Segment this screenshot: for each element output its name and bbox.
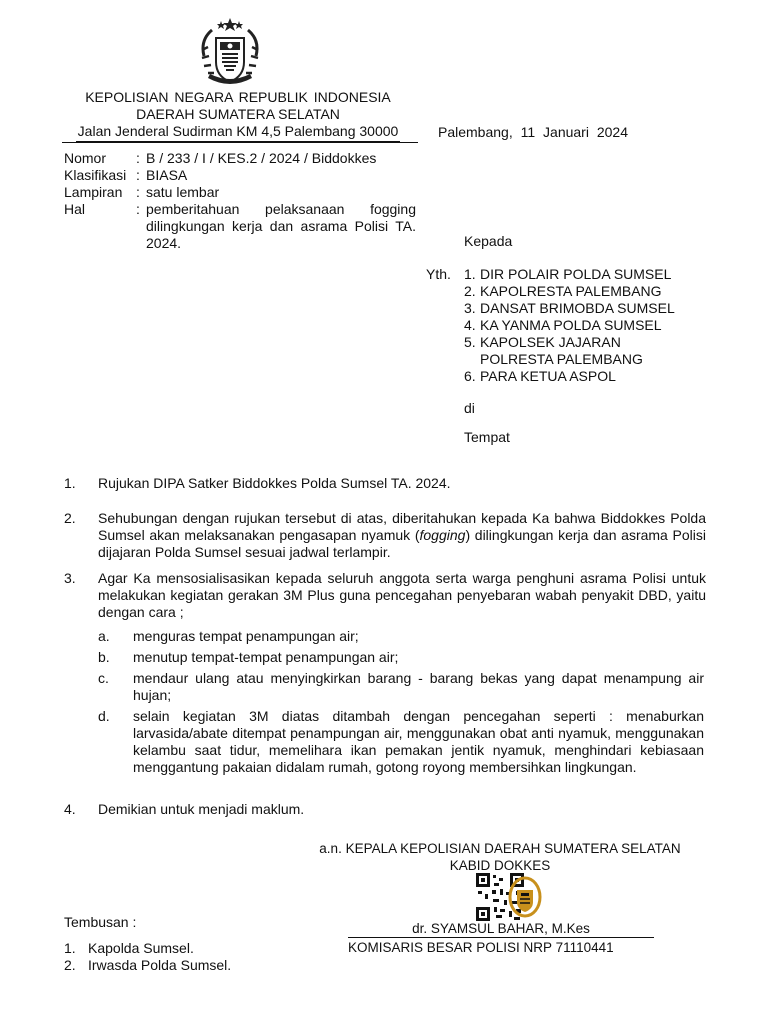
list-item bbox=[464, 334, 734, 368]
meta-key: Lampiran bbox=[64, 184, 123, 200]
meta-row-lampiran: Lampiran : satu lembar bbox=[64, 184, 416, 201]
item-letter: a. bbox=[98, 628, 110, 644]
paragraph-3 bbox=[64, 570, 706, 621]
list-item bbox=[464, 300, 734, 317]
letterhead-address: Jalan Jenderal Sudirman KM 4,5 Palembang 30000 bbox=[76, 123, 401, 142]
item-number: 3. bbox=[464, 300, 476, 316]
paragraph-1 bbox=[64, 475, 704, 492]
item-number: 4. bbox=[464, 317, 476, 333]
item-letter: c. bbox=[98, 670, 109, 686]
tempat-label: Tempat bbox=[464, 429, 510, 445]
paragraph-number: 3. bbox=[64, 570, 76, 586]
recipient-name: KAPOLSEK JAJARAN POLRESTA PALEMBANG bbox=[480, 334, 643, 367]
paragraph-number: 1. bbox=[64, 475, 76, 491]
item-number: 5. bbox=[464, 334, 476, 350]
meta-key: Nomor bbox=[64, 150, 107, 166]
list-item bbox=[464, 283, 734, 300]
list-item bbox=[98, 708, 704, 776]
recipient-list bbox=[464, 266, 734, 385]
meta-value: satu lembar bbox=[146, 184, 220, 200]
recipient-name: KA YANMA POLDA SUMSEL bbox=[480, 317, 662, 333]
fogging-term: fogging bbox=[419, 527, 466, 543]
signature-role: KABID DOKKES bbox=[449, 858, 551, 873]
paragraph-text: Sehubungan dengan rujukan tersebut di atas, diberitahukan kepada Ka bahwa Biddokkes Polda Sumsel akan melaksanakan pengasapan nyamuk (fogging) dilingkungan kerja dan asrama Polisi dijajaran Polda Sumsel sesuai jadwal terlampir. bbox=[98, 510, 706, 560]
list-item bbox=[64, 957, 231, 974]
sub-item-list bbox=[98, 628, 704, 780]
list-item bbox=[98, 670, 704, 704]
letterhead bbox=[60, 89, 416, 142]
meta-value: BIASA bbox=[146, 167, 188, 183]
item-number: 6. bbox=[464, 368, 476, 384]
item-text: Irwasda Polda Sumsel. bbox=[88, 957, 232, 973]
list-item bbox=[98, 649, 704, 666]
item-number: 1. bbox=[64, 940, 76, 956]
recipient-name: PARA KETUA ASPOL bbox=[480, 368, 616, 384]
recipient-name: DANSAT BRIMOBDA SUMSEL bbox=[480, 300, 675, 316]
recipient-name: DIR POLAIR POLDA SUMSEL bbox=[480, 266, 672, 282]
meta-row-klasifikasi: Klasifikasi : BIASA bbox=[64, 167, 416, 184]
signatory-rank-nrp: KOMISARIS BESAR POLISI NRP 71110441 bbox=[348, 940, 614, 955]
item-number: 1. bbox=[464, 266, 476, 282]
item-text: Kapolda Sumsel. bbox=[88, 940, 194, 956]
meta-row-hal: Hal : pemberitahuan pelaksanaan fogging dilingkungan kerja dan asrama Polisi TA. 2024. bbox=[64, 201, 416, 251]
meta-key: Hal bbox=[64, 201, 86, 217]
item-text: selain kegiatan 3M diatas ditambah dengan pencegahan seperti : menaburkan larvasida/abate ditempat penampungan air, menggunakan obat anti nyamuk, menggunakan kelambu saat tidur, memelihara ikan pemakan jentik nyamuk, menghindari kebiasaan menggantung pakaian didalam rumah, gotong royong membersihkan lingkungan. bbox=[133, 708, 704, 775]
kepada-label: Kepada bbox=[464, 233, 513, 249]
recipient-name: KAPOLRESTA PALEMBANG bbox=[480, 283, 662, 299]
paragraph-number: 2. bbox=[64, 510, 76, 526]
list-item bbox=[64, 940, 231, 957]
item-number: 2. bbox=[64, 957, 76, 973]
meta-value: B / 233 / I / KES.2 / 2024 / Biddokkes bbox=[146, 150, 377, 166]
item-number: 2. bbox=[464, 283, 476, 299]
item-text: mendaur ulang atau menyingkirkan barang - barang bekas yang dapat menampung air hujan; bbox=[133, 670, 704, 703]
paragraph-text: Rujukan DIPA Satker Biddokkes Polda Sumsel TA. 2024. bbox=[98, 475, 451, 491]
signatory-name: dr. SYAMSUL BAHAR, M.Kes bbox=[348, 920, 654, 938]
letterhead-region: DAERAH SUMATERA SELATAN bbox=[136, 106, 340, 122]
paragraph-4 bbox=[64, 801, 704, 818]
place-date: Palembang, 11 Januari 2024 bbox=[438, 124, 628, 140]
yth-label: Yth. bbox=[426, 266, 451, 282]
paragraph-number: 4. bbox=[64, 801, 76, 817]
meta-row-nomor: Nomor : B / 233 / I / KES.2 / 2024 / Biddokkes bbox=[64, 150, 416, 167]
list-item bbox=[464, 317, 734, 334]
list-item bbox=[464, 266, 734, 283]
tembusan-label: Tembusan : bbox=[64, 914, 137, 930]
letterhead-org-name: KEPOLISIAN NEGARA REPUBLIK INDONESIA bbox=[85, 89, 391, 105]
police-emblem-logo bbox=[194, 16, 266, 90]
paragraph-text: Demikian untuk menjadi maklum. bbox=[98, 801, 305, 817]
paragraph-text: Agar Ka mensosialisasikan kepada seluruh anggota serta warga penghuni asrama Polisi untuk melakukan kegiatan gerakan 3M Plus guna pencegahan penyebaran wabah penyakit DBD, yaitu dengan cara ; bbox=[98, 570, 706, 620]
list-item bbox=[464, 368, 734, 385]
item-text: menutup tempat-tempat penampungan air; bbox=[133, 649, 399, 665]
meta-value: pemberitahuan pelaksanaan fogging dilingkungan kerja dan asrama Polisi TA. 2024. bbox=[146, 201, 416, 251]
official-stamp-icon bbox=[508, 876, 542, 918]
di-label: di bbox=[464, 400, 475, 416]
paragraph-2 bbox=[64, 510, 706, 561]
item-letter: b. bbox=[98, 649, 110, 665]
item-text: menguras tempat penampungan air; bbox=[133, 628, 359, 644]
list-item bbox=[98, 628, 704, 645]
letter-meta bbox=[64, 150, 416, 252]
meta-key: Klasifikasi bbox=[64, 167, 127, 183]
letterhead-divider bbox=[62, 142, 418, 143]
item-letter: d. bbox=[98, 708, 110, 724]
tembusan-list bbox=[64, 940, 231, 974]
signature-on-behalf: a.n. KEPALA KEPOLISIAN DAERAH SUMATERA SELATAN bbox=[319, 841, 681, 856]
